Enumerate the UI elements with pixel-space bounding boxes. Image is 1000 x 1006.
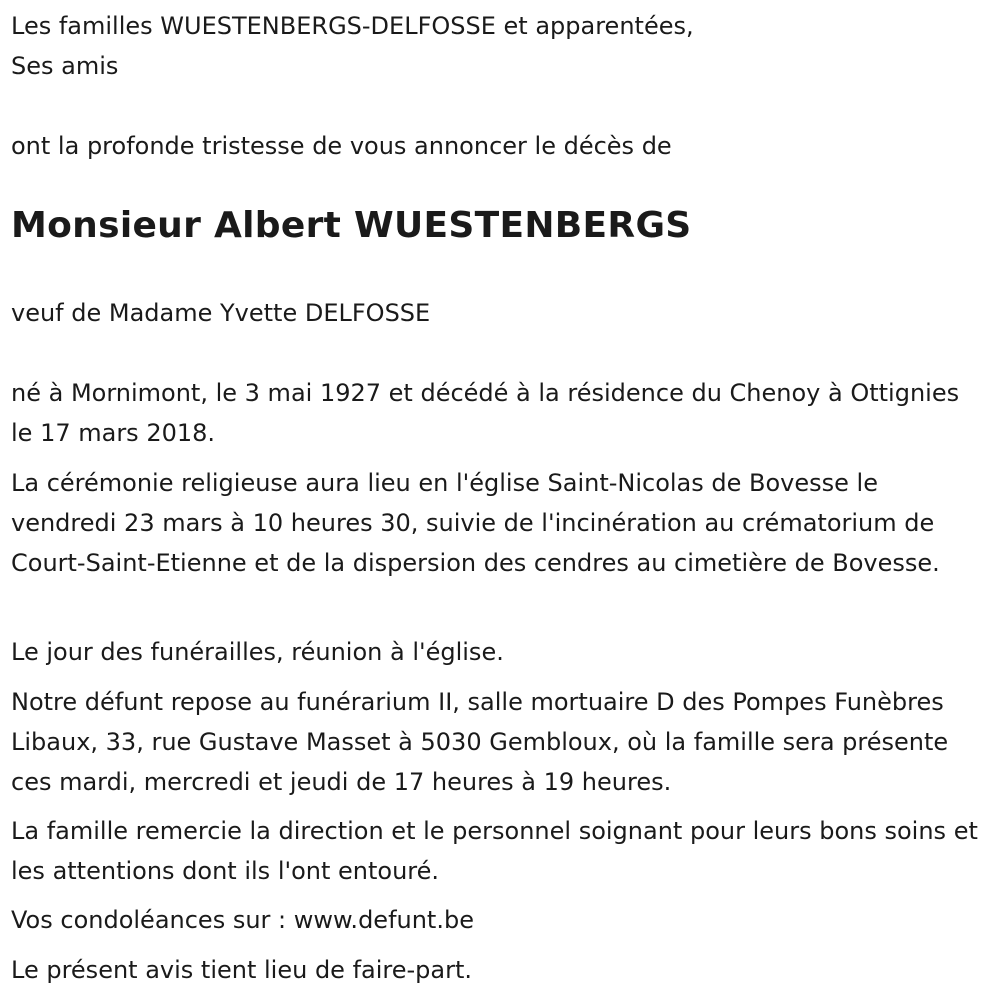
funeral-meeting-paragraph: Le jour des funérailles, réunion à l'église. (11, 638, 504, 666)
deceased-name: Monsieur Albert WUESTENBERGS (11, 205, 692, 246)
ceremony-paragraph: La cérémonie religieuse aura lieu en l'église Saint-Nicolas de Bovesse le vendredi 23 mars à 10 heures 30, suivie de l'incinération au crématorium de Court-Saint-Etienne et de la dispersion des cendres au cimetière de Bovesse. (11, 469, 940, 577)
thanks-paragraph: La famille remercie la direction et le personnel soignant pour leurs bons soins et les attentions dont ils l'ont entouré. (11, 817, 978, 885)
repose-paragraph: Notre défunt repose au funérarium II, salle mortuaire D des Pompes Funèbres Libaux, 33, rue Gustave Masset à 5030 Gembloux, où la famille sera présente ces mardi, mercredi et jeudi de 17 heures à 19 heures. (11, 688, 949, 796)
friends-line: Ses amis (11, 52, 119, 80)
widower-line: veuf de Madame Yvette DELFOSSE (11, 299, 431, 327)
families-line: Les familles WUESTENBERGS-DELFOSSE et apparentées, (11, 12, 694, 40)
birth-death-paragraph: né à Mornimont, le 3 mai 1927 et décédé à la résidence du Chenoy à Ottignies le 17 mars 2018. (11, 379, 960, 447)
announcement-line: ont la profonde tristesse de vous annoncer le décès de (11, 132, 672, 160)
faire-part-line: Le présent avis tient lieu de faire-part. (11, 956, 473, 984)
condolences-line: Vos condoléances sur : www.defunt.be (11, 906, 474, 934)
